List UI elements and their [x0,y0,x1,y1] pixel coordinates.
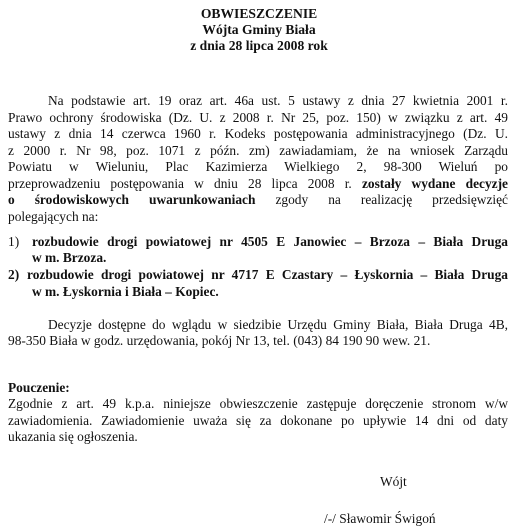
decision-issued-text: zostały wydane decyzje [361,176,508,191]
intro-line-6 [8,176,508,193]
intro-line-2: Prawo ochrony środowiska (Dz. U. z 2008 r. Nr 25, poz. 150) w związku z art. 49 [8,110,508,125]
document-title: OBWIESZCZENIE [200,6,318,21]
notice-heading: Pouczenie: [8,380,70,395]
item-number-2: 2) [8,267,20,282]
intro-line-3: ustawy z dnia 14 czerwca 1960 r. Kodeks postępowania administracyjnego (Dz. U. [8,126,508,141]
intro-line-6-text: przeprowadzeniu postępowania w dniu 28 lipca 2008 r. [8,176,362,191]
document-subtitle: Wójta Gminy Biała [202,22,316,37]
intro-line-7-text: zgody na realizację przedsięwzięć [255,192,508,207]
intro-line-1: Na podstawie art. 19 oraz art. 46a ust. 5 ustawy z dnia 27 kwietnia 2001 r. [48,93,508,108]
availability-line-2: 98-350 Biała w godz. urzędowania, pokój Nr 13, tel. (043) 84 190 90 wew. 21. [8,333,431,348]
availability-line-1: Decyzje dostępne do wglądu w siedzibie Urzędu Gminy Biała, Biała Druga 4B, [48,317,508,332]
item-2-line-2: w m. Łyskornia i Biała – Kopiec. [32,284,219,299]
notice-line-1: Zgodnie z art. 49 k.p.a. niniejsze obwieszczenie zastępuje doręczenie stronom w/w [8,396,508,411]
notice-line-2: zawiadomienia. Zawiadomienie uważa się za dokonane po upływie 14 dni od daty [8,413,508,428]
intro-line-7 [8,192,508,209]
intro-line-5: Powiatu w Wieluniu, Plac Kazimierza Wielkiego 2, 98-300 Wieluń po [8,159,508,174]
item-1-line-2: w m. Brzoza. [32,250,107,265]
notice-line-3: ukazania się ogłoszenia. [8,429,138,444]
environmental-conditions-text: o środowiskowych uwarunkowaniach [8,192,256,207]
item-number-1: 1) [8,234,20,249]
document-date: z dnia 28 lipca 2008 rok [190,38,328,53]
signature-name: /-/ Sławomir Świgoń [324,511,436,526]
intro-line-8: polegających na: [8,209,99,224]
item-2-line-1: rozbudowie drogi powiatowej nr 4717 E Czastary – Łyskornia – Biała Druga [27,267,508,282]
item-1-line-1: rozbudowie drogi powiatowej nr 4505 E Janowiec – Brzoza – Biała Druga [32,234,508,249]
signature-role: Wójt [380,474,407,489]
intro-line-4: z 2000 r. Nr 98, poz. 1071 z późn. zm) zawiadamiam, że na wniosek Zarządu [8,143,508,158]
